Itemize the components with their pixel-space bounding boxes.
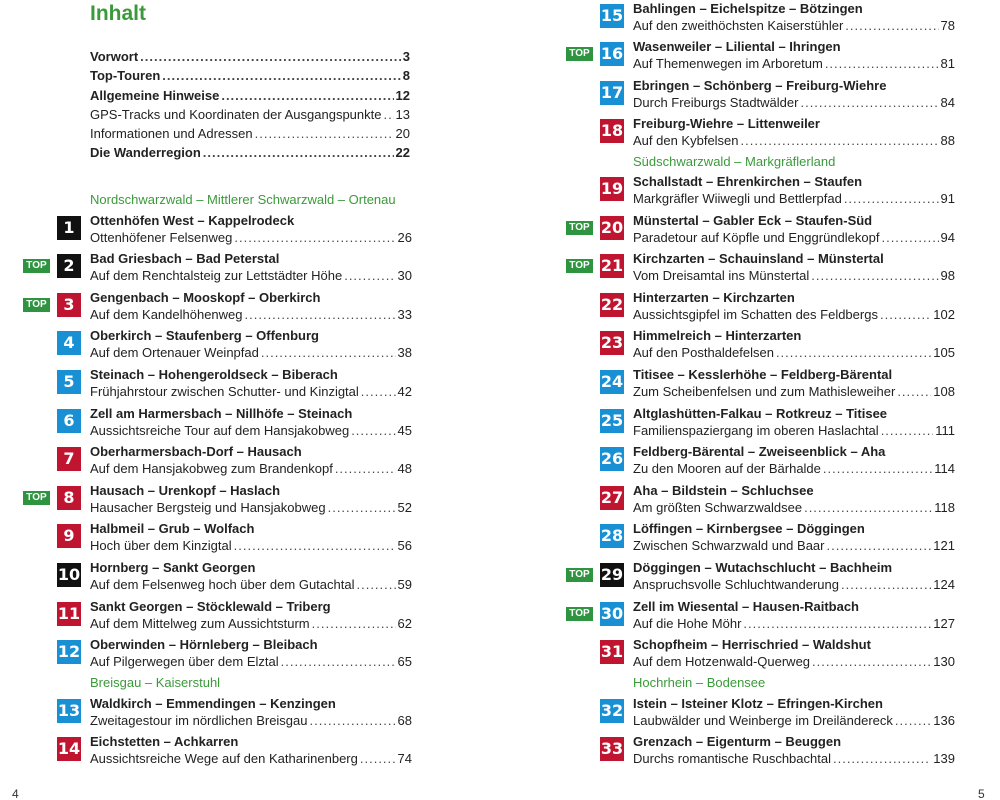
tour-page: 111	[935, 423, 955, 438]
tour-title: Kirchzarten – Schauinsland – Münstertal	[633, 251, 884, 266]
tour-subtitle-row	[633, 537, 955, 554]
tour-page: 38	[397, 345, 412, 360]
tour-subtitle-row	[90, 653, 412, 670]
tour-subtitle-row	[90, 383, 412, 400]
tour-subtitle-row	[90, 615, 412, 632]
tour-subtitle-row	[633, 132, 955, 149]
tour-subtitle: Auf den Kybfelsen	[633, 133, 739, 148]
tour-subtitle-row	[90, 712, 412, 729]
leader-dots	[845, 17, 938, 34]
leader-dots	[812, 653, 931, 670]
tour-number-badge: 20	[600, 216, 624, 240]
leader-dots	[328, 499, 396, 516]
tour-page: 42	[397, 384, 412, 399]
tour-subtitle: Auf den zweithöchsten Kaiserstühler	[633, 18, 844, 33]
tour-subtitle: Auf dem Hotzenwald-Querweg	[633, 654, 811, 669]
tour-subtitle-row	[90, 750, 412, 767]
tour-title: Löffingen – Kirnbergsee – Döggingen	[633, 521, 865, 536]
toc-entry-label: GPS-Tracks und Koordinaten der Ausgangspunkte	[90, 106, 382, 122]
tour-entry[interactable]	[600, 443, 955, 479]
tour-number-badge: 22	[600, 293, 624, 317]
tour-subtitle-row	[633, 383, 955, 400]
tour-entry[interactable]	[57, 443, 412, 479]
tour-number-badge: 3	[57, 293, 81, 317]
tour-subtitle-row	[633, 576, 955, 593]
tour-subtitle: Auf Themenwegen im Arboretum	[633, 56, 823, 71]
leader-dots	[741, 132, 939, 149]
tour-entry[interactable]	[600, 636, 955, 672]
tour-number-badge: 15	[600, 4, 624, 28]
tour-entry[interactable]	[26, 289, 412, 325]
toc-entry[interactable]	[90, 47, 410, 66]
tour-entry[interactable]	[57, 733, 412, 769]
tour-title: Döggingen – Wutachschlucht – Bachheim	[633, 560, 893, 575]
leader-dots	[881, 422, 934, 439]
tour-number-badge: 5	[57, 370, 81, 394]
tour-page: 52	[397, 500, 412, 515]
tour-entry[interactable]	[600, 173, 955, 209]
toc-entry-label: Allgemeine Hinweise	[90, 87, 220, 103]
tour-subtitle-row	[90, 306, 412, 323]
tour-entry[interactable]	[600, 0, 955, 36]
tour-subtitle-row	[633, 422, 955, 439]
toc-entry-label: Top-Touren	[90, 68, 161, 84]
tour-subtitle-row	[633, 267, 955, 284]
tour-subtitle: Zum Scheibenfelsen und zum Mathisleweiher	[633, 384, 896, 399]
tour-page: 94	[940, 230, 955, 245]
tour-entry[interactable]	[600, 77, 955, 113]
tour-subtitle-row	[633, 306, 955, 323]
tour-number-badge: 4	[57, 331, 81, 355]
page-number: 4	[12, 787, 19, 800]
tour-subtitle: Zweitagestour im nördlichen Breisgau	[90, 713, 308, 728]
tour-subtitle-row	[633, 750, 955, 767]
toc-entry[interactable]	[90, 143, 410, 162]
tour-title: Hinterzarten – Kirchzarten	[633, 290, 795, 305]
tour-subtitle-row	[633, 229, 955, 246]
tour-entry[interactable]	[57, 559, 412, 595]
tour-subtitle: Familienspaziergang im oberen Haslachtal	[633, 423, 879, 438]
tour-entry[interactable]	[600, 289, 955, 325]
region-heading: Südschwarzwald – Markgräflerland	[633, 154, 836, 169]
tour-title: Altglashütten-Falkau – Rotkreuz – Titisee	[633, 406, 888, 421]
tour-entry[interactable]	[57, 405, 412, 441]
tour-page: 127	[933, 616, 955, 631]
tour-number-badge: 25	[600, 409, 624, 433]
tour-subtitle-row	[633, 17, 955, 34]
tour-page: 65	[397, 654, 412, 669]
leader-dots	[841, 576, 931, 593]
tour-number-badge: 26	[600, 447, 624, 471]
tour-number-badge: 6	[57, 409, 81, 433]
tour-subtitle: Zu den Mooren auf der Bärhalde	[633, 461, 821, 476]
tour-number-badge: 29	[600, 563, 624, 587]
tour-subtitle: Ottenhöfener Felsenweg	[90, 230, 233, 245]
tour-page: 105	[933, 345, 955, 360]
tour-subtitle-row	[90, 499, 412, 516]
tour-subtitle-row	[90, 267, 412, 284]
leader-dots	[356, 576, 395, 593]
tour-subtitle-row	[633, 712, 955, 729]
leader-dots	[335, 460, 396, 477]
tour-subtitle-row	[633, 460, 955, 477]
leader-dots	[281, 653, 396, 670]
leader-dots	[800, 94, 938, 111]
tour-number-badge: 17	[600, 81, 624, 105]
tour-subtitle: Aussichtsreiche Wege auf den Katharinenberg	[90, 751, 358, 766]
front-matter-list	[90, 47, 410, 163]
toc-entry[interactable]	[90, 66, 410, 85]
tour-page: 84	[940, 95, 955, 110]
tour-number-badge: 8	[57, 486, 81, 510]
tour-page: 59	[397, 577, 412, 592]
toc-entry-label: Vorwort	[90, 49, 139, 64]
toc-entry[interactable]	[90, 124, 410, 143]
tour-subtitle-row	[633, 55, 955, 72]
toc-entry-label: Die Wanderregion	[90, 145, 201, 161]
tour-page: 118	[934, 500, 955, 515]
tour-title: Grenzach – Eigenturm – Beuggen	[633, 734, 842, 749]
tour-subtitle-row	[90, 229, 412, 246]
tour-subtitle-row	[90, 537, 412, 554]
tour-subtitle-row	[633, 94, 955, 111]
tour-title: Münstertal – Gabler Eck – Staufen-Süd	[633, 213, 873, 228]
tour-number-badge: 18	[600, 119, 624, 143]
tour-subtitle: Auf dem Kandelhöhenweg	[90, 307, 243, 322]
toc-entry-page: 8	[402, 68, 410, 84]
tour-number-badge: 2	[57, 254, 81, 278]
leader-dots	[825, 55, 939, 72]
tour-entry[interactable]	[569, 598, 955, 634]
region-heading: Hochrhein – Bodensee	[633, 675, 766, 690]
toc-entry-label: Informationen und Adressen	[90, 126, 253, 142]
tour-subtitle: Frühjahrstour zwischen Schutter- und Kinzigtal	[90, 384, 359, 399]
tour-number-badge: 13	[57, 699, 81, 723]
tour-page: 48	[397, 461, 412, 476]
tour-page: 102	[933, 307, 955, 322]
leader-dots	[743, 615, 931, 632]
tour-subtitle: Auf die Hohe Möhr	[633, 616, 742, 631]
leader-dots	[162, 66, 400, 85]
leader-dots	[344, 267, 395, 284]
leader-dots	[776, 344, 931, 361]
tour-subtitle-row	[633, 653, 955, 670]
tour-title: Halbmeil – Grub – Wolfach	[90, 521, 255, 536]
tour-page: 74	[397, 751, 412, 766]
tour-subtitle-row	[633, 190, 955, 207]
tour-title: Oberharmersbach-Dorf – Hausach	[90, 444, 302, 459]
tour-subtitle-row	[90, 460, 412, 477]
tour-entry[interactable]	[600, 482, 955, 518]
leader-dots	[895, 712, 931, 729]
tour-page: 130	[933, 654, 955, 669]
tour-entry[interactable]	[600, 405, 955, 441]
tour-entry[interactable]	[569, 38, 955, 74]
tour-page: 124	[933, 577, 955, 592]
tour-subtitle-row	[90, 344, 412, 361]
tour-number-badge: 19	[600, 177, 624, 201]
tour-title: Bahlingen – Eichelspitze – Bötzingen	[633, 1, 863, 16]
tour-subtitle: Vom Dreisamtal ins Münstertal	[633, 268, 810, 283]
tour-title: Schallstadt – Ehrenkirchen – Staufen	[633, 174, 863, 189]
top-badge: TOP	[566, 221, 593, 235]
tour-entry[interactable]	[600, 733, 955, 769]
tour-page: 121	[933, 538, 955, 553]
tour-entry[interactable]	[57, 366, 412, 402]
tour-title: Waldkirch – Emmendingen – Kenzingen	[90, 696, 336, 711]
tour-title: Sankt Georgen – Stöcklewald – Triberg	[90, 599, 331, 614]
leader-dots	[140, 47, 401, 66]
tour-number-badge: 7	[57, 447, 81, 471]
tour-number-badge: 9	[57, 524, 81, 548]
top-badge: TOP	[566, 568, 593, 582]
tour-title: Zell am Harmersbach – Nillhöfe – Steinach	[90, 406, 353, 421]
tour-subtitle: Anspruchsvolle Schluchtwanderung	[633, 577, 839, 592]
toc-entry-page: 3	[402, 49, 410, 64]
tour-title: Freiburg-Wiehre – Littenweiler	[633, 116, 820, 131]
tour-title: Feldberg-Bärental – Zweiseenblick – Aha	[633, 444, 886, 459]
tour-title: Steinach – Hohengeroldseck – Biberach	[90, 367, 338, 382]
tour-title: Hornberg – Sankt Georgen	[90, 560, 256, 575]
tour-number-badge: 32	[600, 699, 624, 723]
top-badge: TOP	[23, 491, 50, 505]
tour-number-badge: 30	[600, 602, 624, 626]
tour-entry[interactable]	[600, 327, 955, 363]
toc-entry-page: 13	[395, 106, 410, 122]
toc-entry-page: 20	[395, 126, 410, 142]
tour-page: 33	[397, 307, 412, 322]
tour-subtitle: Auf dem Mittelweg zum Aussichtsturm	[90, 616, 310, 631]
region-heading: Breisgau – Kaiserstuhl	[90, 675, 221, 690]
leader-dots	[203, 143, 394, 162]
leader-dots	[310, 712, 396, 729]
tour-entry[interactable]	[569, 559, 955, 595]
tour-subtitle: Paradetour auf Köpfle und Enggründlekopf	[633, 230, 880, 245]
tour-number-badge: 21	[600, 254, 624, 278]
tour-entry[interactable]	[57, 598, 412, 634]
tour-subtitle: Aussichtsreiche Tour auf dem Hansjakobweg	[90, 423, 350, 438]
tour-title: Himmelreich – Hinterzarten	[633, 328, 802, 343]
tour-subtitle: Am größten Schwarzwaldsee	[633, 500, 803, 515]
tour-number-badge: 24	[600, 370, 624, 394]
tour-page: 88	[940, 133, 955, 148]
tour-entry[interactable]	[600, 695, 955, 731]
tour-page: 68	[397, 713, 412, 728]
tour-subtitle: Hausacher Bergsteig und Hansjakobweg	[90, 500, 326, 515]
tour-title: Oberkirch – Staufenberg – Offenburg	[90, 328, 319, 343]
leader-dots	[833, 750, 931, 767]
tour-title: Bad Griesbach – Bad Peterstal	[90, 251, 280, 266]
top-badge: TOP	[566, 607, 593, 621]
tour-title: Zell im Wiesental – Hausen-Raitbach	[633, 599, 860, 614]
tour-entry[interactable]	[57, 636, 412, 672]
toc-entry-page: 12	[395, 87, 410, 103]
leader-dots	[844, 190, 939, 207]
tour-page: 98	[940, 268, 955, 283]
tour-title: Wasenweiler – Liliental – Ihringen	[633, 39, 841, 54]
leader-dots	[823, 460, 932, 477]
leader-dots	[360, 750, 396, 767]
leader-dots	[361, 383, 396, 400]
tour-subtitle-row	[633, 615, 955, 632]
tour-page: 78	[940, 18, 955, 33]
tour-title: Titisee – Kesslerhöhe – Feldberg-Bärental	[633, 367, 893, 382]
top-badge: TOP	[23, 259, 50, 273]
tour-page: 56	[397, 538, 412, 553]
tour-subtitle: Durchs romantische Ruschbachtal	[633, 751, 831, 766]
tour-number-badge: 14	[57, 737, 81, 761]
page-number: 5	[978, 787, 985, 800]
tour-page: 108	[933, 384, 955, 399]
tour-number-badge: 1	[57, 216, 81, 240]
top-badge: TOP	[566, 47, 593, 61]
tour-entry[interactable]	[57, 520, 412, 556]
tour-entry[interactable]	[569, 250, 955, 286]
tour-entry[interactable]	[600, 366, 955, 402]
toc-heading: Inhalt	[90, 2, 146, 25]
region-heading: Nordschwarzwald – Mittlerer Schwarzwald – Ortenau	[90, 192, 396, 207]
tour-page: 91	[940, 191, 955, 206]
leader-dots	[826, 537, 931, 554]
tour-page: 136	[933, 713, 955, 728]
leader-dots	[811, 267, 938, 284]
tour-title: Aha – Bildstein – Schluchsee	[633, 483, 814, 498]
toc-entry-page: 22	[395, 145, 410, 161]
tour-subtitle-row	[633, 499, 955, 516]
leader-dots	[880, 306, 931, 323]
tour-subtitle: Auf dem Ortenauer Weinpfad	[90, 345, 259, 360]
tour-title: Oberwinden – Hörnleberg – Bleibach	[90, 637, 318, 652]
tour-number-badge: 23	[600, 331, 624, 355]
tour-title: Istein – Isteiner Klotz – Efringen-Kirchen	[633, 696, 883, 711]
tour-title: Ottenhöfen West – Kappelrodeck	[90, 213, 295, 228]
tour-subtitle: Durch Freiburgs Stadtwälder	[633, 95, 799, 110]
tour-entry[interactable]	[57, 695, 412, 731]
tour-number-badge: 16	[600, 42, 624, 66]
tour-subtitle: Hoch über dem Kinzigtal	[90, 538, 232, 553]
tour-subtitle: Auf den Posthaldefelsen	[633, 345, 774, 360]
leader-dots	[881, 229, 938, 246]
tour-number-badge: 11	[57, 602, 81, 626]
tour-subtitle: Auf Pilgerwegen über dem Elztal	[90, 654, 279, 669]
tour-subtitle-row	[633, 344, 955, 361]
tour-subtitle-row	[90, 576, 412, 593]
tour-subtitle: Auf dem Renchtalsteig zur Lettstädter Höhe	[90, 268, 343, 283]
leader-dots	[804, 499, 932, 516]
leader-dots	[312, 615, 396, 632]
tour-number-badge: 31	[600, 640, 624, 664]
tour-entry[interactable]	[57, 212, 412, 248]
tour-entry[interactable]	[569, 212, 955, 248]
tour-page: 62	[397, 616, 412, 631]
leader-dots	[255, 124, 394, 143]
tour-subtitle: Aussichtsgipfel im Schatten des Feldbergs	[633, 307, 878, 322]
top-badge: TOP	[566, 259, 593, 273]
tour-entry[interactable]	[26, 250, 412, 286]
toc-entry[interactable]	[90, 105, 410, 124]
tour-title: Schopfheim – Herrischried – Waldshut	[633, 637, 871, 652]
tour-number-badge: 33	[600, 737, 624, 761]
tour-number-badge: 27	[600, 486, 624, 510]
tour-page: 139	[933, 751, 955, 766]
leader-dots	[383, 105, 393, 124]
leader-dots	[234, 537, 396, 554]
tour-title: Ebringen – Schönberg – Freiburg-Wiehre	[633, 78, 887, 93]
tour-number-badge: 28	[600, 524, 624, 548]
tour-page: 30	[397, 268, 412, 283]
tour-page: 26	[397, 230, 412, 245]
leader-dots	[245, 306, 396, 323]
tour-entry[interactable]	[26, 482, 412, 518]
toc-entry[interactable]	[90, 86, 410, 105]
tour-page: 114	[934, 461, 955, 476]
leader-dots	[261, 344, 396, 361]
tour-title: Eichstetten – Achkarren	[90, 734, 239, 749]
tour-number-badge: 12	[57, 640, 81, 664]
tour-page: 45	[397, 423, 412, 438]
tour-entry[interactable]	[57, 327, 412, 363]
tour-subtitle: Zwischen Schwarzwald und Baar	[633, 538, 825, 553]
right-page	[500, 0, 1000, 800]
top-badge: TOP	[23, 298, 50, 312]
tour-subtitle-row	[90, 422, 412, 439]
tour-entry[interactable]	[600, 115, 955, 151]
tour-title: Hausach – Urenkopf – Haslach	[90, 483, 281, 498]
tour-subtitle: Auf dem Hansjakobweg zum Brandenkopf	[90, 461, 333, 476]
tour-entry[interactable]	[600, 520, 955, 556]
tour-subtitle: Markgräfler Wiiwegli und Bettlerpfad	[633, 191, 842, 206]
tour-subtitle: Auf dem Felsenweg hoch über dem Gutachtal	[90, 577, 355, 592]
tour-title: Gengenbach – Mooskopf – Oberkirch	[90, 290, 321, 305]
leader-dots	[234, 229, 395, 246]
tour-number-badge: 10	[57, 563, 81, 587]
leader-dots	[897, 383, 931, 400]
tour-subtitle: Laubwälder und Weinberge im Dreiländereck	[633, 713, 893, 728]
leader-dots	[221, 86, 393, 105]
tour-page: 81	[940, 56, 955, 71]
leader-dots	[351, 422, 395, 439]
